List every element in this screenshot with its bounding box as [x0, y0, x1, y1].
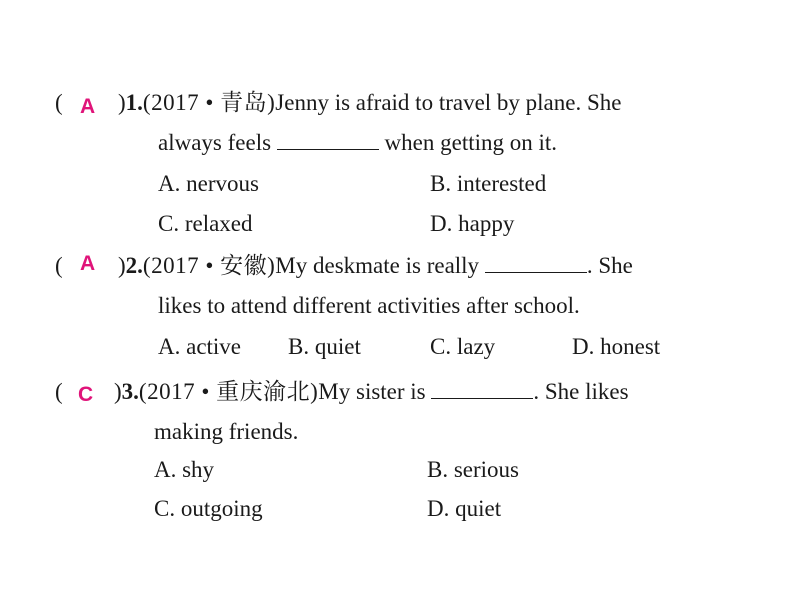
question-stem-text: My deskmate is really [275, 253, 480, 278]
option-a: A. shy [154, 457, 215, 482]
question-stem-text: when getting on it. [384, 130, 558, 155]
answer-bracket-close: ) [114, 379, 122, 404]
question-source: (2017 • 重庆渝北) [138, 379, 319, 404]
question-stem-line-2 [158, 291, 580, 321]
question-stem-text: My sister is [318, 379, 426, 404]
question-stem-line-1 [118, 251, 633, 281]
answer-mark: C [78, 383, 94, 406]
question-stem-line-1 [118, 88, 621, 118]
question-number: 3. [121, 379, 139, 404]
question-source: (2017 • 青岛) [142, 90, 276, 115]
option-d: D. quiet [427, 496, 502, 521]
question-stem-line-1 [114, 377, 629, 407]
option-d: D. happy [430, 211, 515, 236]
answer-bracket-open: ( [55, 253, 63, 278]
answer-blank [485, 252, 587, 273]
option-b: B. interested [430, 171, 547, 196]
option-a: A. active [158, 334, 242, 359]
answer-mark: A [80, 95, 96, 118]
option-c: C. lazy [430, 334, 496, 359]
option-a: A. nervous [158, 171, 259, 196]
question-stem-text: . She [586, 253, 633, 278]
answer-mark: A [80, 252, 96, 275]
question-stem-text: likes to attend different activities after school. [158, 293, 580, 318]
question-stem-text: . She likes [533, 379, 629, 404]
question-stem-text: always feels [158, 130, 272, 155]
option-d: D. honest [572, 334, 661, 359]
option-c: C. outgoing [154, 496, 263, 521]
question-stem-text: making friends. [154, 419, 299, 444]
answer-blank [277, 129, 379, 150]
option-b: B. serious [427, 457, 519, 482]
question-number: 1. [125, 90, 143, 115]
answer-bracket-close: ) [118, 253, 126, 278]
question-source: (2017 • 安徽) [142, 253, 276, 278]
answer-bracket-open: ( [55, 90, 63, 115]
question-stem-text: Jenny is afraid to travel by plane. She [275, 90, 622, 115]
option-b: B. quiet [288, 334, 361, 359]
option-c: C. relaxed [158, 211, 253, 236]
answer-bracket-open: ( [55, 379, 63, 404]
answer-bracket-close: ) [118, 90, 126, 115]
question-stem-line-2 [158, 128, 557, 158]
question-number: 2. [125, 253, 143, 278]
question-stem-line-2 [154, 417, 298, 447]
answer-blank [431, 378, 533, 399]
